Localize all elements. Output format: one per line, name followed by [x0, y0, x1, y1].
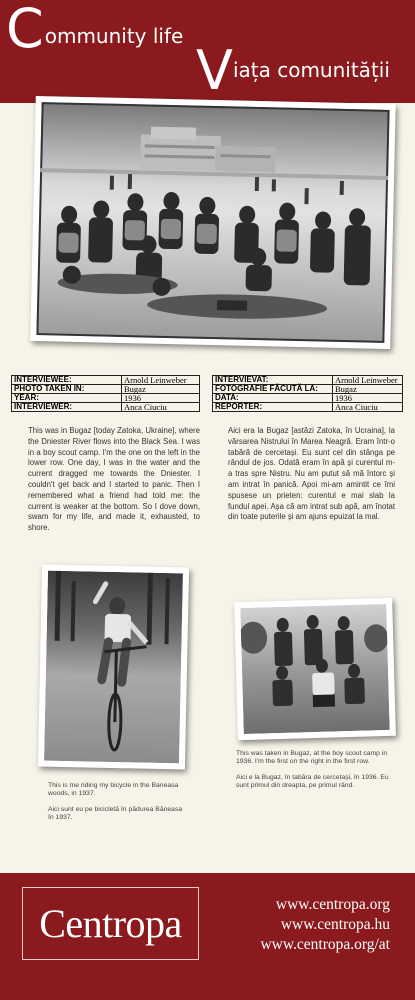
story-romanian: Aici era la Bugaz [astăzi Zatoka, în Ucraina], la vărsarea Nistrului în Marea Neagră. Eram într-o tabără de cercetași. Eu sunt cel din stânga pe rândul de jos. Odată eram în apă și curentul m-a tras spre Nistru. Nu am putut să mă întorc și am intrat în panică. Apoi mi-am amintit ce îmi spusese un prieten: curentul e mai slab la fundul apei. Așa că am intrat sub apă, am înotat din toate puterile și am ajuns epuizat la mal.: [228, 426, 395, 522]
caption-bicycle-ro: Aici sunt eu pe bicicletă în pădurea Băneasa în 1937.: [48, 805, 183, 821]
info-value: 1936: [122, 394, 200, 403]
title-en-rest: ommunity life: [44, 24, 184, 48]
caption-bicycle: [48, 782, 188, 822]
url-link[interactable]: www.centropa.hu: [280, 916, 390, 933]
info-label: INTERVIEWER:: [12, 403, 122, 412]
info-row: [12, 403, 200, 412]
info-value: 1936: [333, 394, 403, 403]
info-label: REPORTER:: [213, 403, 333, 412]
title-en-initial: C: [6, 0, 44, 60]
info-table-romanian: [212, 375, 403, 412]
info-value: Anca Ciuciu: [333, 403, 403, 412]
story-english: This was in Bugaz [today Zatoka, Ukraine], where the Dniester River flows into the Black Sea. I was in a boy scout camp. I'm the one on the left in the lower row. One day, I was in the water and the current dragged me towards the Dniester. I couldn't get back and I started to panic. Then I remembered what a friend had told me: the current is weaker at the bottom. So I dove down, swam for my life, and made it, exhausted, to shore.: [28, 426, 200, 533]
centropa-logo: [22, 887, 199, 960]
info-label: INTERVIEWEE:: [12, 376, 122, 385]
beach-group-photo: [30, 96, 395, 349]
title-romanian: [196, 39, 390, 102]
bicycle-photo: [38, 564, 189, 769]
title-english: [6, 0, 184, 60]
caption-camp-en: This was taken in Bugaz, at the boy scout camp in 1936. I'm the first on the right in the first row.: [236, 750, 388, 766]
info-value: Bugaz: [333, 385, 403, 394]
title-ro-rest: iața comunității: [232, 58, 390, 82]
info-label: PHOTO TAKEN IN:: [12, 385, 122, 394]
info-label: YEAR:: [12, 394, 122, 403]
info-label: FOTOGRAFIE FĂCUTĂ LA:: [213, 385, 333, 394]
info-value: Arnold Leinweber: [333, 376, 403, 385]
info-value: Anca Ciuciu: [122, 403, 200, 412]
info-label: INTERVIEVAT:: [213, 376, 333, 385]
caption-scout-camp: [236, 750, 394, 790]
footer-band: [0, 873, 415, 1000]
url-link[interactable]: www.centropa.org: [275, 896, 390, 913]
info-label: DATA:: [213, 394, 333, 403]
header-band: [0, 0, 415, 103]
info-value: Arnold Leinweber: [122, 376, 200, 385]
title-ro-initial: V: [196, 39, 233, 102]
info-row: [213, 385, 403, 394]
info-row: [12, 385, 200, 394]
info-value: Bugaz: [122, 385, 200, 394]
scout-camp-photo: [234, 598, 396, 740]
logo-text: Centropa: [39, 901, 182, 946]
caption-bicycle-en: This is me riding my bicycle in the Baneasa woods, in 1937.: [48, 782, 179, 798]
url-link[interactable]: www.centropa.org/at: [260, 936, 390, 953]
url-list: [260, 895, 390, 955]
info-row: [213, 403, 403, 412]
caption-camp-ro: Aici e la Bugaz, în tabăra de cercetași, în 1936. Eu sunt primul din dreapta, pe primul rând.: [236, 773, 389, 789]
info-table-english: [11, 375, 200, 412]
